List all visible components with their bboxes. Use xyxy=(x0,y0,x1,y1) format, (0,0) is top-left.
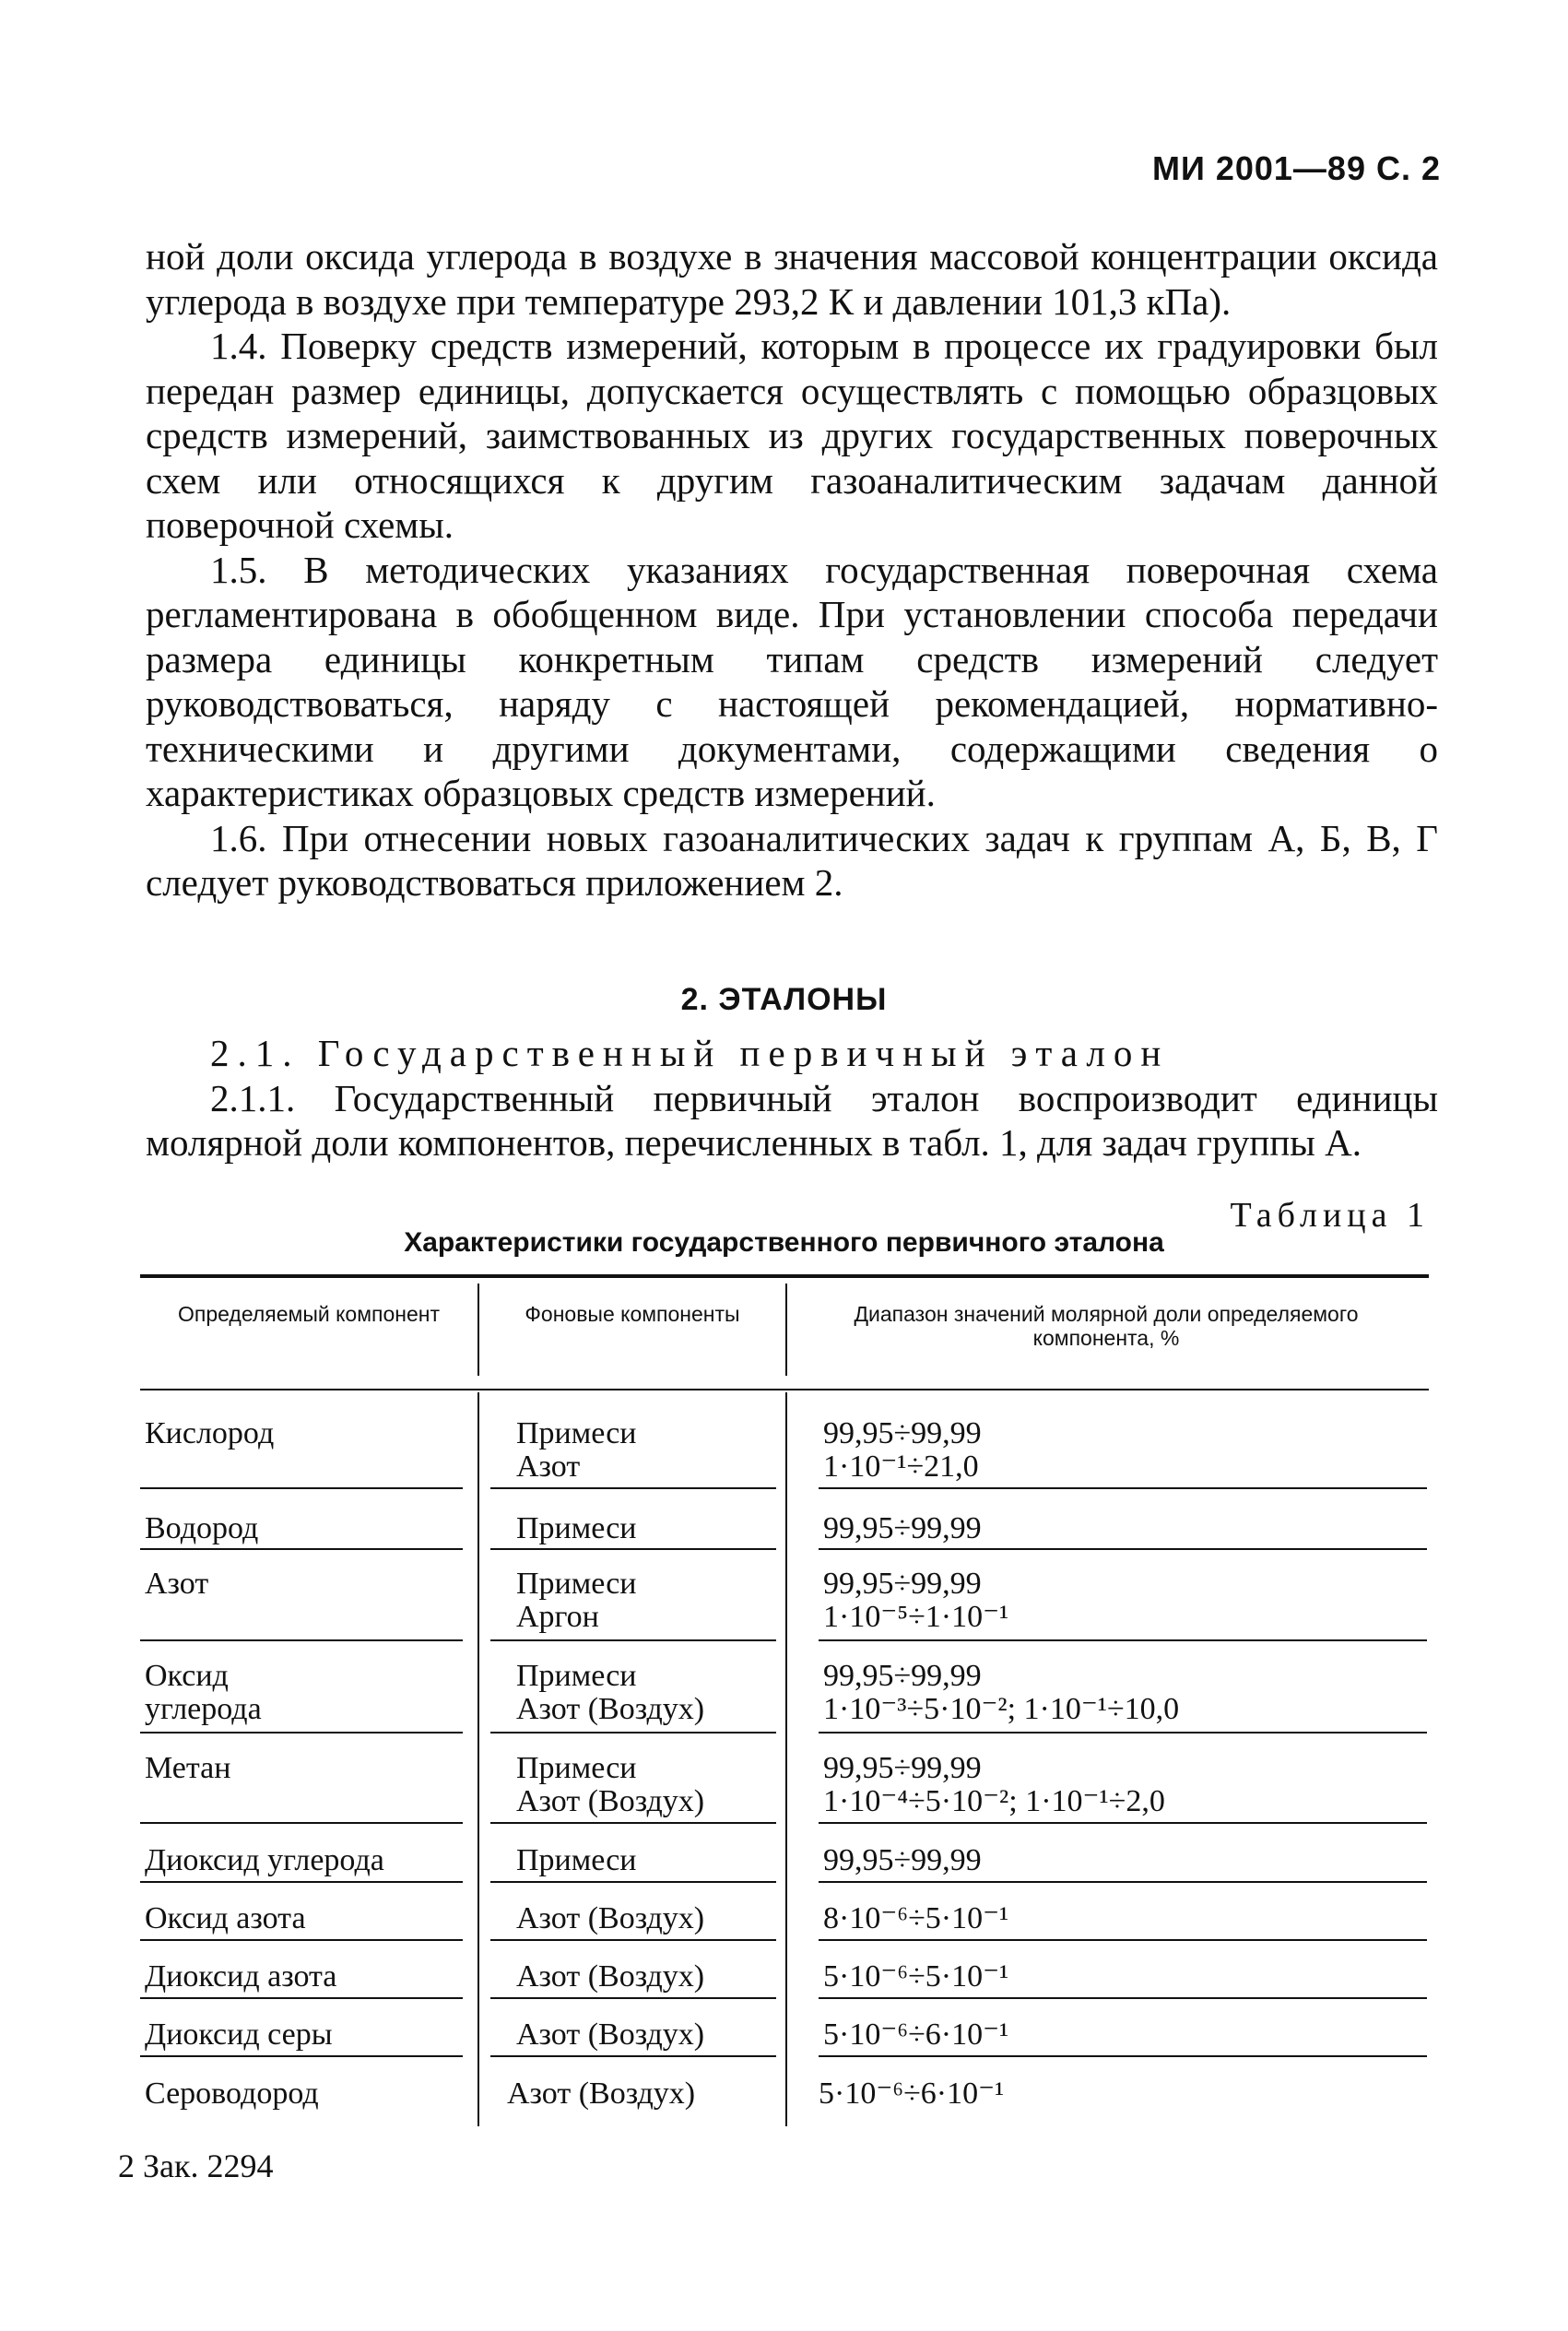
row-rule xyxy=(140,1939,463,1941)
cell-background: Примеси xyxy=(516,1567,637,1601)
cell-background: Примеси xyxy=(516,1511,637,1545)
row-rule xyxy=(490,1822,776,1824)
cell-range: 99,95÷99,99 xyxy=(823,1567,982,1601)
cell-range: 99,95÷99,99 xyxy=(823,1751,982,1785)
row-rule xyxy=(819,1487,1427,1489)
header-background: Фоновые компоненты xyxy=(525,1302,740,1326)
cell-background: Аргон xyxy=(516,1600,599,1634)
section-text-block xyxy=(146,1031,1438,1166)
row-rule xyxy=(490,1881,776,1883)
row-rule xyxy=(490,1939,776,1941)
cell-background: Примеси xyxy=(516,1659,637,1693)
row-rule xyxy=(819,1881,1427,1883)
row-rule xyxy=(140,1997,463,1999)
row-rule xyxy=(819,1997,1427,1999)
cell-component: Оксид углерода xyxy=(145,1659,262,1726)
row-rule xyxy=(490,2055,776,2057)
paragraph-1-6: 1.6. При отнесении новых газоаналитических задач к группам А, Б, В, Г следует руководствоваться приложением 2. xyxy=(146,816,1438,904)
cell-range: 1·10⁻³÷5·10⁻²; 1·10⁻¹÷10,0 xyxy=(823,1692,1180,1726)
table-top-rule xyxy=(140,1274,1429,1278)
row-rule xyxy=(819,2055,1427,2057)
cell-background: Азот (Воздух) xyxy=(516,2017,705,2052)
section-subtitle: 2.1. Государственный первичный эталон xyxy=(210,1032,1170,1074)
row-rule xyxy=(819,1639,1427,1641)
cell-background: Азот (Воздух) xyxy=(516,1692,705,1726)
header-divider-2 xyxy=(785,1284,787,1376)
row-rule xyxy=(140,1732,463,1733)
cell-background: Азот (Воздух) xyxy=(516,1901,705,1935)
row-rule xyxy=(819,1939,1427,1941)
column-divider-2 xyxy=(785,1392,787,2126)
row-rule xyxy=(819,1548,1427,1550)
row-rule xyxy=(140,2055,463,2057)
section-title: 2. ЭТАЛОНЫ xyxy=(680,982,888,1017)
row-rule xyxy=(140,1548,463,1550)
cell-range: 8·10⁻⁶÷5·10⁻¹ xyxy=(823,1901,1009,1935)
cell-range: 5·10⁻⁶÷5·10⁻¹ xyxy=(823,1959,1009,1994)
paragraph-continuation: ной доли оксида углерода в воздухе в значения массовой концентрации оксида углерода в воздухе при температуре 293,2 К и давлении 101,3 кПа). xyxy=(146,235,1438,323)
paragraph-1-4: 1.4. Поверку средств измерений, которым в процессе их градуировки был передан размер единицы, допускается осуществлять с помощью образцовых средств измерений, заимствованных из других государственных поверочных схем или относящихся к другим газоаналитическим задачам данной поверочной схемы. xyxy=(146,325,1438,546)
cell-range: 1·10⁻¹÷21,0 xyxy=(823,1449,979,1484)
cell-range: 99,95÷99,99 xyxy=(823,1416,982,1450)
page-footer: 2 Зак. 2294 xyxy=(118,2148,274,2184)
cell-component: Азот xyxy=(145,1567,209,1601)
paragraph-2-1-1: 2.1.1. Государственный первичный эталон воспроизводит единицы молярной доли компонентов, перечисленных в табл. 1, для задач группы А. xyxy=(146,1076,1438,1164)
cell-range: 1·10⁻⁴÷5·10⁻²; 1·10⁻¹÷2,0 xyxy=(823,1784,1165,1818)
cell-range: 99,95÷99,99 xyxy=(823,1659,982,1693)
cell-background: Примеси xyxy=(516,1416,637,1450)
cell-background: Азот (Воздух) xyxy=(507,2077,696,2111)
cell-range: 5·10⁻⁶÷6·10⁻¹ xyxy=(819,2077,1005,2111)
row-rule xyxy=(819,1732,1427,1733)
row-rule xyxy=(490,1487,776,1489)
cell-range: 99,95÷99,99 xyxy=(823,1843,982,1877)
cell-range: 99,95÷99,99 xyxy=(823,1511,982,1545)
cell-component: Сероводород xyxy=(145,2077,319,2111)
header-range: Диапазон значений молярной доли определяемого компонента, % xyxy=(854,1302,1359,1350)
intro-text-block xyxy=(146,234,1438,905)
cell-component: Оксид азота xyxy=(145,1901,306,1935)
column-divider-1 xyxy=(477,1392,479,2126)
row-rule xyxy=(140,1881,463,1883)
cell-background: Азот (Воздух) xyxy=(516,1959,705,1994)
header-component: Определяемый компонент xyxy=(177,1302,441,1326)
cell-component: Диоксид азота xyxy=(145,1959,337,1994)
page-header-reference: МИ 2001—89 С. 2 xyxy=(1151,149,1441,187)
row-rule xyxy=(490,1548,776,1550)
cell-range: 5·10⁻⁶÷6·10⁻¹ xyxy=(823,2017,1009,2052)
table-header-rule xyxy=(140,1389,1429,1390)
table-title: Характеристики государственного первичного эталона xyxy=(404,1227,1164,1258)
cell-background: Примеси xyxy=(516,1751,637,1785)
row-rule xyxy=(140,1487,463,1489)
table-number: Таблица 1 xyxy=(1230,1196,1430,1235)
cell-background: Азот xyxy=(516,1449,581,1484)
cell-range: 1·10⁻⁵÷1·10⁻¹ xyxy=(823,1600,1009,1634)
header-divider-1 xyxy=(477,1284,479,1376)
row-rule xyxy=(490,1639,776,1641)
cell-background: Азот (Воздух) xyxy=(516,1784,705,1818)
paragraph-1-5: 1.5. В методических указаниях государственная поверочная схема регламентирована в обобщенном виде. При установлении способа передачи размера единицы конкретным типам средств измерений следует руководствоваться, наряду с настоящей рекомендацией, нормативно-техническими и другими документами, содержащими сведения о характеристиках образцовых средств измерений. xyxy=(146,548,1438,814)
row-rule xyxy=(140,1822,463,1824)
row-rule xyxy=(490,1732,776,1733)
cell-component: Кислород xyxy=(145,1416,275,1450)
cell-component: Водород xyxy=(145,1511,259,1545)
cell-background: Примеси xyxy=(516,1843,637,1877)
row-rule xyxy=(140,1639,463,1641)
cell-component: Диоксид углерода xyxy=(145,1843,384,1877)
cell-component: Метан xyxy=(145,1751,231,1785)
row-rule xyxy=(819,1822,1427,1824)
row-rule xyxy=(490,1997,776,1999)
cell-component: Диоксид серы xyxy=(145,2017,333,2052)
